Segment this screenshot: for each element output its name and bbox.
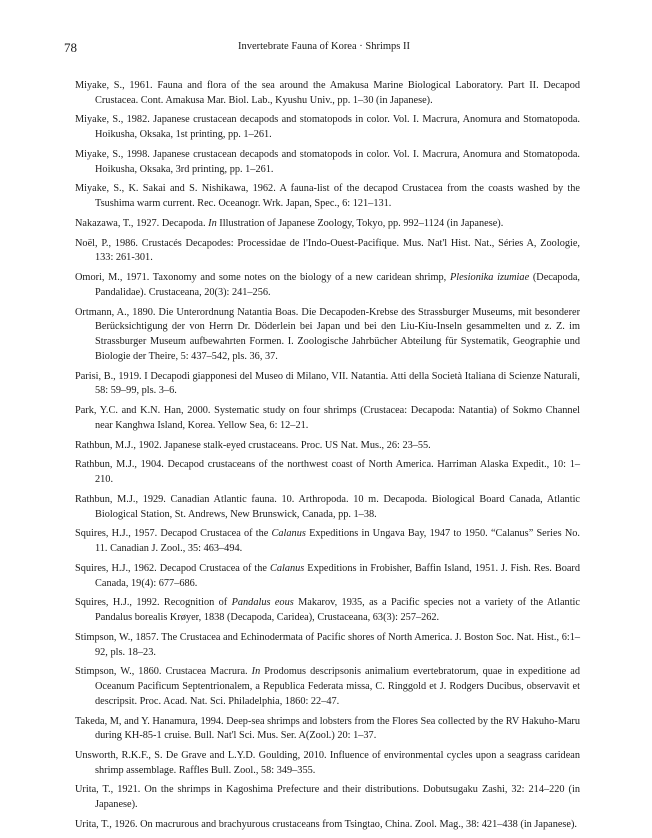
reference-text: Expeditions in Frobisher, Baffin Island, 1951. J. Fish. Res. Board Canada, 19(4): 677–686.: [95, 562, 580, 589]
reference-text: Nakazawa, T., 1927. Decapoda.: [75, 217, 209, 229]
reference-text: (Decapoda, Pandalidae). Crustaceana, 20(3): 241–256.: [95, 272, 580, 298]
reference-entry: Urita, T., 1926. On macrurous and brachyurous crustaceans from Tsingtao, China. Zool. Mag., 38: 421–438 (in Japanese).: [75, 818, 577, 830]
reference-text: Squires, H.J., 1957. Decapod Crustacea of the: [75, 528, 272, 540]
reference-text: Squires, H.J., 1962. Decapod Crustacea of the: [75, 562, 270, 574]
reference-italic-text: In: [208, 217, 217, 229]
reference-text: Prodomus descripsonis animalium evertebratorum, quae in expeditione ad Oceanum Pacificum Septentrionalem, a Republica Federata missa, C. Ringgold et J. Rodgers Ducibus, observavit et descripsit. Proc. Acad. Nat. Sci. Philadelphia, 1860: 22–47.: [95, 666, 580, 707]
reference-italic-text: Calanus: [269, 562, 305, 574]
reference-text: Squires, H.J., 1992. Recognition of: [75, 597, 232, 609]
reference-entry: [75, 271, 580, 301]
reference-entry: [75, 665, 580, 709]
reference-entry: Miyake, S., K. Sakai and S. Nishikawa, 1962. A fauna-list of the decapod Crustacea from the coasts washed by the Tsushima warm current. Rec. Oceanogr. Wrk. Japan, Spec., 6: 121–131.: [75, 183, 580, 210]
reference-entry: [75, 596, 580, 626]
reference-entry: Stimpson, W., 1857. The Crustacea and Echinodermata of Pacific shores of North America. J. Boston Soc. Nat. Hist., 6:1–92, pls. 18–23.: [75, 631, 580, 658]
reference-entry: Parisi, B., 1919. I Decapodi giapponesi del Museo di Milano, VII. Natantia. Atti della Società Italiana di Scienze Naturali, 58: 59–99, pls. 3–6.: [75, 370, 580, 397]
reference-entry: [75, 217, 580, 232]
reference-text: Stimpson, W., 1860. Crustacea Macrura.: [75, 666, 252, 678]
reference-italic-text: In: [251, 666, 261, 678]
reference-italic-text: Pandalus eous: [231, 597, 294, 609]
reference-text: Omori, M., 1971. Taxonomy and some notes on the biology of a new caridean shrimp,: [75, 272, 450, 284]
reference-text: Makarov, 1935, as a Pacific species not a variety of the Atlantic Pandalus borealis Krøyer, 1838 (Decapoda, Caridea), Crustaceana, 63(3): 257–262.: [95, 597, 580, 624]
running-title: Invertebrate Fauna of Korea · Shrimps II: [237, 41, 411, 52]
reference-entry: Miyake, S., 1961. Fauna and flora of the sea around the Amakusa Marine Biological Laboratory. Part II. Decapod Crustacea. Cont. Amakusa Mar. Biol. Lab., Kyushu Univ., pp. 1–30 (in Japanese).: [75, 80, 580, 106]
reference-entry: Park, Y.C. and K.N. Han, 2000. Systematic study on four shrimps (Crustacea: Decapoda: Natantia) of Sokmo Channel near Kanghwa Island, Korea. Yellow Sea, 6: 12–21.: [75, 405, 580, 431]
reference-entry: Rathbun, M.J., 1902. Japanese stalk-eyed crustaceans. Proc. US Nat. Mus., 26: 23–55.: [75, 439, 431, 451]
reference-entry: Miyake, S., 1998. Japanese crustacean decapods and stomatopods in color. Vol. I. Macrura, Anomura and Stomatopoda. Hoikusha, Oksaka, 3rd printing, pp. 1–261.: [75, 148, 580, 175]
reference-entry: Rathbun, M.J., 1904. Decapod crustaceans of the northwest coast of North America. Harriman Alaska Expedit., 10: 1–210.: [75, 459, 580, 486]
reference-entry: [75, 527, 580, 557]
reference-entry: [75, 562, 580, 592]
reference-text: Illustration of Japanese Zoology, Tokyo, pp. 992–1124 (in Japanese).: [216, 217, 504, 229]
reference-entry: Rathbun, M.J., 1929. Canadian Atlantic fauna. 10. Arthropoda. 10 m. Decapoda. Biological Board Canada, Atlantic Biological Station, St. Andrews, New Brunswick, Canada, pp. 1–38.: [75, 493, 580, 520]
page-number: 78: [64, 40, 77, 55]
reference-entry: Miyake, S., 1982. Japanese crustacean decapods and stomatopods in color. Vol. I. Macrura, Anomura and Stomatopoda. Hoikusha, Oksaka, 1st printing, pp. 1–261.: [75, 114, 580, 141]
reference-entry: Takeda, M, and Y. Hanamura, 1994. Deep-sea shrimps and lobsters from the Flores Sea collected by the RV Hakuho-Maru during KH-85-1 cruise. Bull. Nat'l Sci. Mus. Ser. A(Zool.) 20: 1–37.: [75, 715, 580, 742]
reference-entry: Unsworth, R.K.F., S. De Grave and L.Y.D. Goulding, 2010. Influence of environmental cycles upon a seagrass caridean shrimp assemblage. Raffles Bull. Zool., 58: 349–355.: [75, 750, 580, 776]
reference-entry: Urita, T., 1921. On the shrimps in Kagoshima Prefecture and their distributions. Dobutsugaku Zashi, 32: 214–220 (in Japanese).: [75, 784, 580, 811]
reference-italic-text: Plesionika izumiae: [449, 272, 530, 284]
reference-list: [75, 79, 580, 838]
reference-entry: Noël, P., 1986. Crustacés Decapodes: Processidae de l'Indo-Ouest-Pacifique. Mus. Nat'l Hist. Nat., Séries A, Zoologie, 133: 261-301.: [75, 237, 580, 264]
reference-italic-text: Calanus: [271, 528, 306, 540]
page-header: [64, 40, 584, 56]
reference-text: Expeditions in Ungava Bay, 1947 to 1950. “Calanus” Series No. 11. Canadian J. Zool., 35: 463–494.: [95, 528, 580, 555]
reference-entry: Ortmann, A., 1890. Die Unterordnung Natantia Boas. Die Decapoden-Krebse des Strassburger Museums, mit besonderer Berücksichtigung der von Herrn Dr. Döderlein bei Japan und bei den Liu-Kiu-Inseln gesammelten und z. Z. im Strassburger Museum aufbewahrten Formen. I. Zoologische Jahrbücher Abteilung für Systematik, Geographie und Biologie der Theire, 5: 437–542, pls. 36, 37.: [75, 306, 580, 362]
